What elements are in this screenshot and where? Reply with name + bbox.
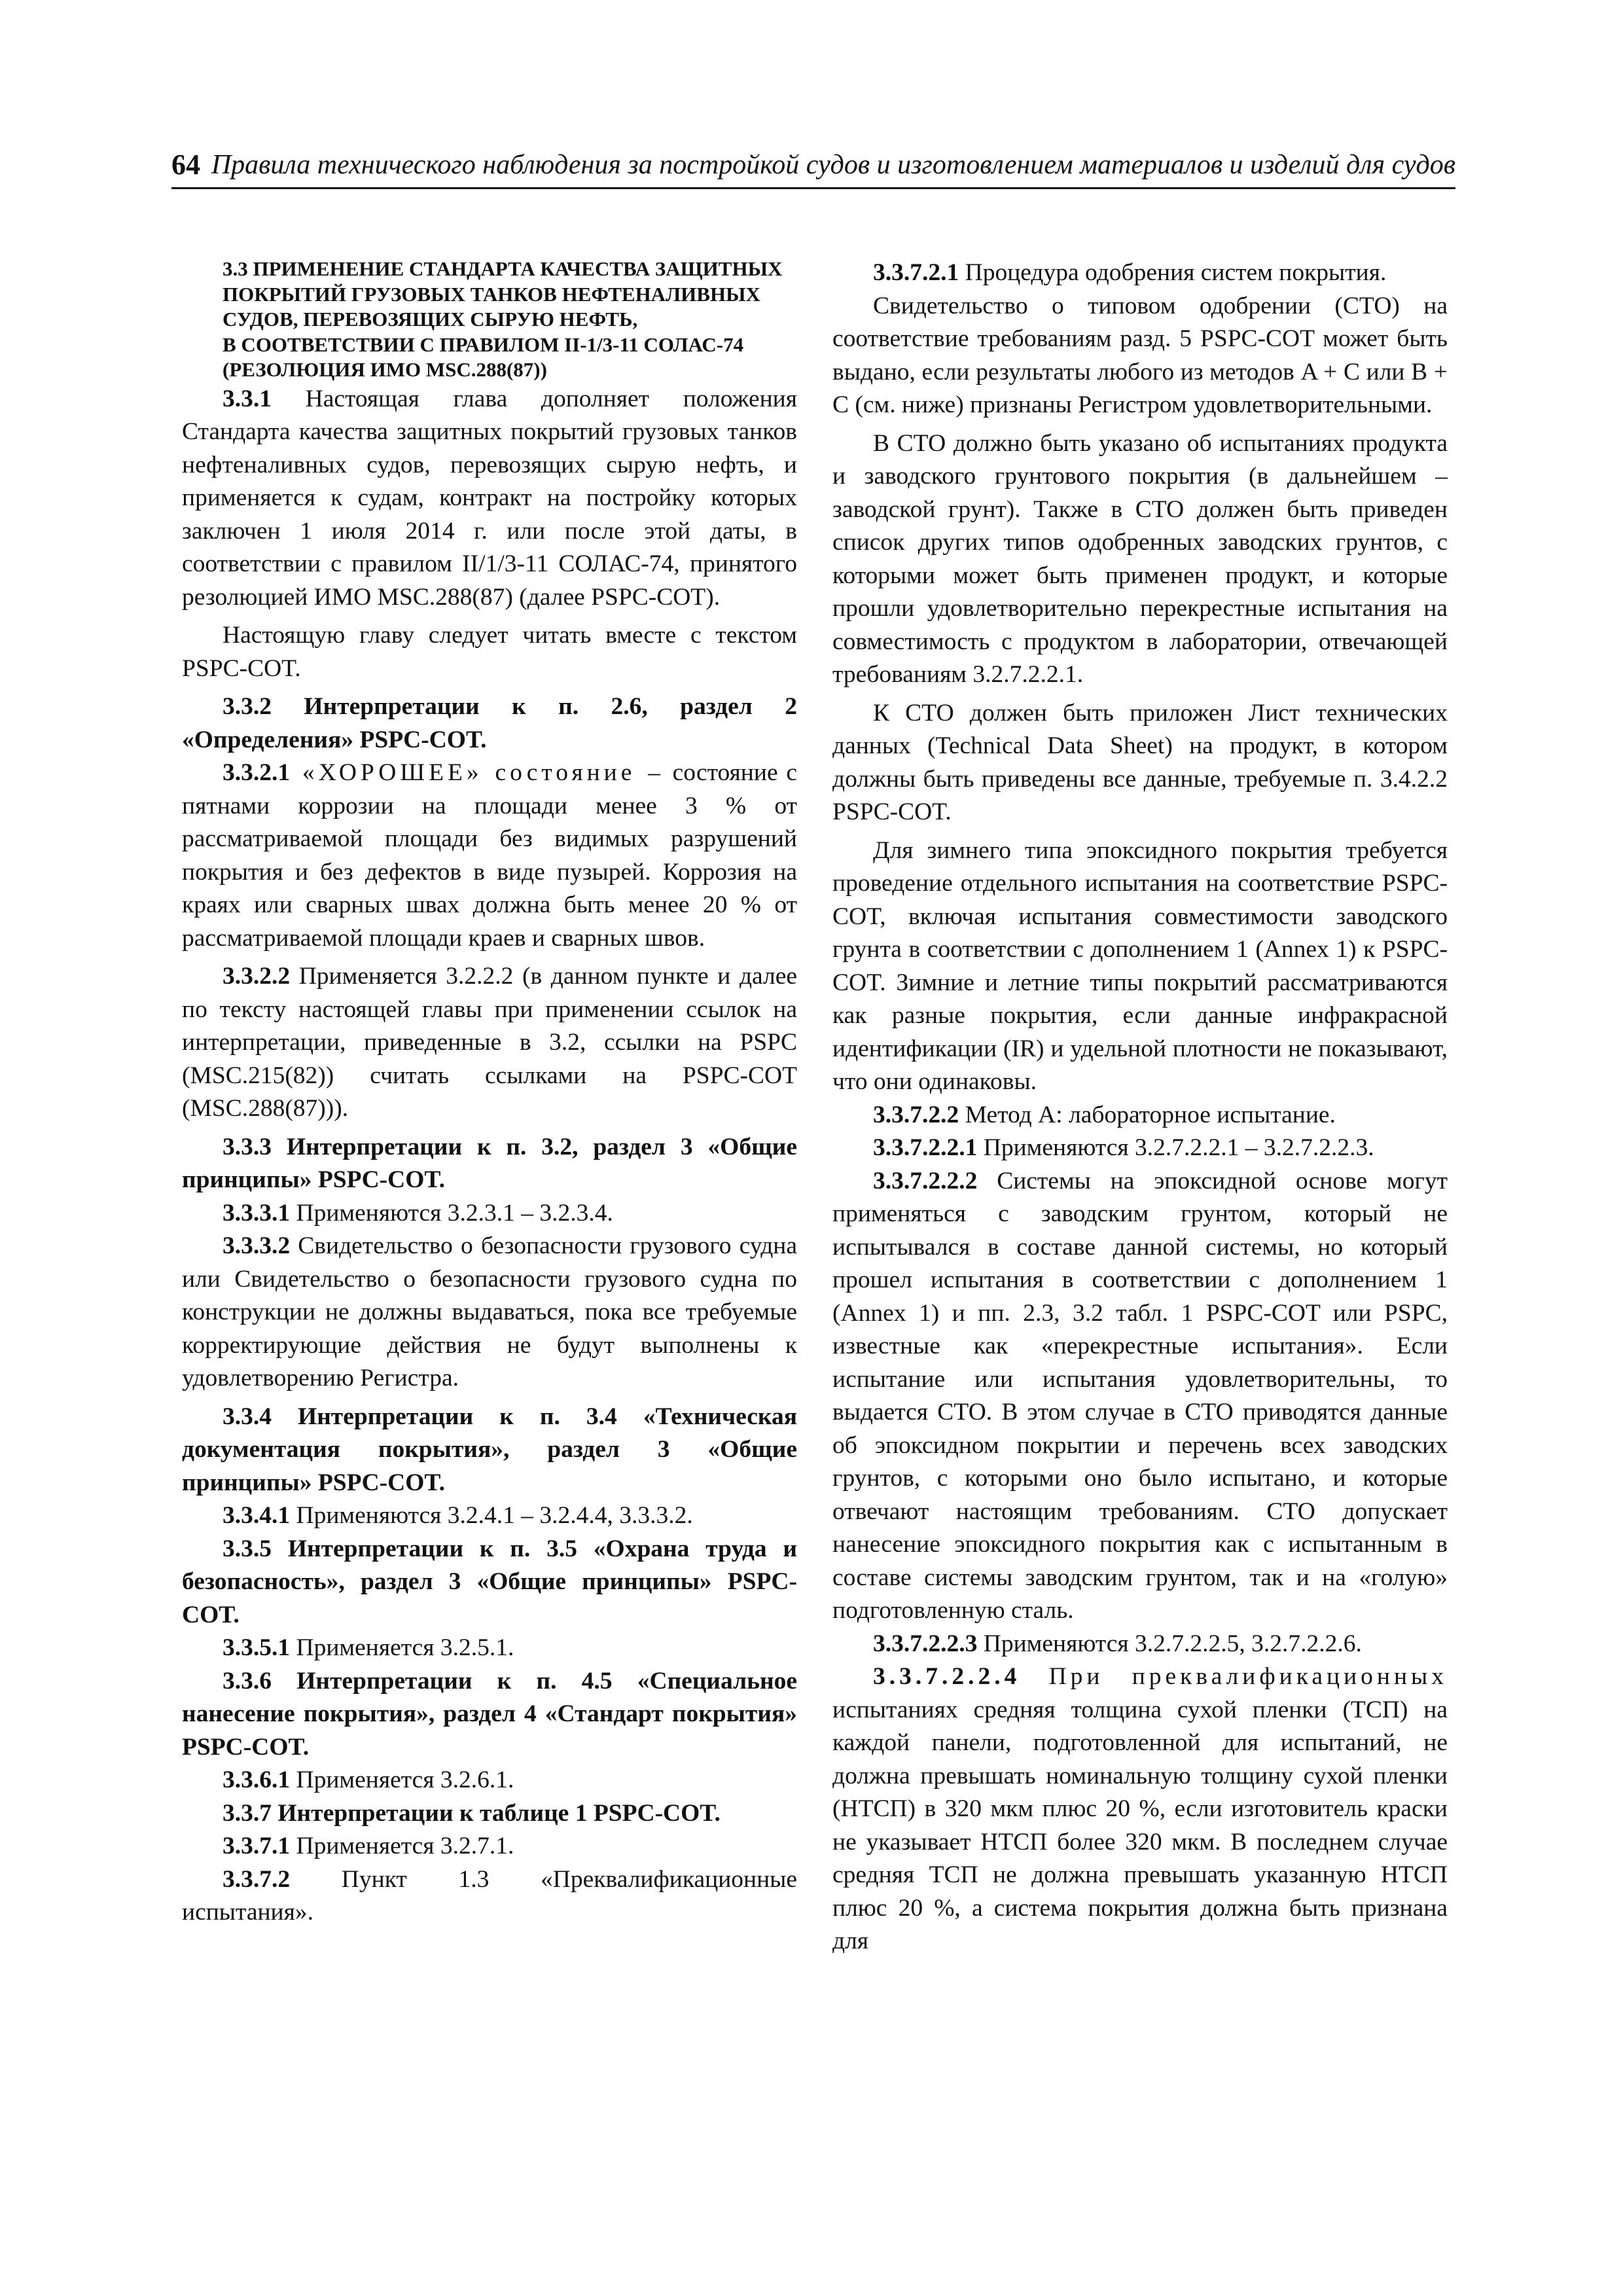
page-header [171,145,1455,189]
clause-number: 3.3.7.2.2.1 [873,1134,978,1161]
section-title-line: ПОКРЫТИЙ ГРУЗОВЫХ ТАНКОВ НЕФТЕНАЛИВНЫХ [223,282,760,306]
paragraph-text: Свидетельство о безопасности грузового судна или Свидетельство о безопасности грузового судна по конструкции не должны выдаваться, пока все требуемые корректирующие действия не будут выполнены к удовлетворению Регистра. [182,1232,797,1391]
clause-number: 3.3.7.2 [223,1865,291,1893]
paragraph-3-3-5-1 [182,1632,797,1665]
paragraph-data-sheet: К СТО должен быть приложен Лист технических данных (Technical Data Sheet) на продукт, в котором должны быть приведены все данные, требуемые п. 3.4.2.2 PSPC-COT. [832,699,1448,825]
section-title-line: (РЕЗОЛЮЦИЯ ИМО MSC.288(87)) [223,358,547,381]
paragraph-type-approval: Свидетельство о типовом одобрении (СТО) на соответствие требованиям разд. 5 PSPC-COT может быть выдано, если результаты любого из методов A + C или B + C (см. ниже) признаны Регистром удовлетворительными. [832,292,1448,418]
clause-number: 3.3.2.2 [223,963,291,990]
section-title-line: В СООТВЕТСТВИИ С ПРАВИЛОМ II-1/3-11 СОЛАС-74 [223,332,744,356]
paragraph-3-3-7-2-2-3 [832,1628,1448,1661]
paragraph-text: Применяется 3.2.6.1. [290,1767,514,1793]
paragraph-text: Применяется 3.2.5.1. [290,1634,514,1661]
paragraph-3-3-7-2-2-2 [832,1165,1448,1628]
clause-number: 3.3.3.1 [223,1199,291,1227]
paragraph-text: Пункт 1.3 «Преквалификационные испытания». [182,1865,797,1926]
paragraph-lead: При преквалификационных [1020,1663,1448,1690]
paragraph-3-3-7-2 [182,1863,797,1929]
running-title: Правила технического наблюдения за постройкой судов и изготовлением материалов и изделий для судов [211,150,1455,180]
paragraph-3-3-7-2-1 [832,257,1448,290]
paragraph-3-3-7-2-2-1 [832,1132,1448,1165]
page-number: 64 [171,149,200,181]
paragraph-3-3-2-1 [182,757,797,955]
section-title [182,257,797,383]
paragraph-3-3-7-1 [182,1830,797,1863]
paragraph-text: Применяется 3.2.7.1. [290,1833,514,1859]
heading-3-3-4: 3.3.4 Интерпретации к п. 3.4 «Техническая документация покрытия», раздел 3 «Общие принципы» PSPC-COT. [182,1403,797,1496]
paragraph-3-3-6-1 [182,1764,797,1797]
paragraph-text: Применяется 3.2.2.2 (в данном пункте и далее по тексту настоящей главы при применении ссылок на интерпретации, приведенные в 3.2, ссылки на PSPC (MSC.215(82)) считать ссылками на PSPC-COT (MSC.288(87))). [182,963,797,1122]
paragraph-lead: «ХОРОШЕЕ» состояние – [290,759,664,786]
clause-number: 3.3.3.2 [223,1232,291,1259]
right-column [832,257,1448,1958]
heading-3-3-3: 3.3.3 Интерпретации к п. 3.2, раздел 3 «Общие принципы» PSPC-COT. [182,1133,797,1193]
paragraph-3-3-2-2 [182,960,797,1126]
left-column [182,257,797,1929]
clause-number: 3.3.1 [223,385,272,412]
heading-3-3-2: 3.3.2 Интерпретации к п. 2.6, раздел 2 «Определения» PSPC-COT. [182,693,797,753]
paragraph-3-3-7-2-2-4 [832,1660,1448,1958]
paragraph-text: испытаниях средняя толщина сухой пленки (ТСП) на каждой панели, подготовленной для испытаний, не должна превышать номинальную толщину сухой пленки (НТСП) в 320 мкм плюс 20 %, если изготовитель краски не указывает НТСП более 320 мкм. В последнем случае средняя ТСП не должна превышать указанную НТСП плюс 20 %, а система покрытия должна быть признана для [832,1696,1448,1954]
clause-number: 3.3.6.1 [223,1767,291,1793]
paragraph-3-3-1 [182,383,797,615]
clause-number: 3.3.4.1 [223,1502,291,1529]
paragraph-text: Применяются 3.2.3.1 – 3.2.3.4. [290,1199,613,1227]
clause-number: 3.3.7.1 [223,1833,291,1859]
paragraph-3-3-4-1 [182,1499,797,1533]
paragraph-text: Системы на эпоксидной основе могут применяться с заводским грунтом, который не испытывался в составе данной системы, но который прошел испытания в соответствии с дополнением 1 (Annex 1) и пп. 2.3, 3.2 табл. 1 PSPC-COT или PSPC, известные как «перекрестные испытания». Если испытание или испытания удовлетворительны, то выдается СТО. В этом случае в СТО приводятся данные об эпоксидном покрытии и перечень всех заводских грунтов, с которыми оно было испытано, и которые отвечают настоящим требованиям. СТО допускает нанесение эпоксидного покрытия как с испытанным в составе системы заводским грунтом, так и на «голую» подготовленную сталь. [832,1167,1448,1624]
paragraph-winter-type: Для зимнего типа эпоксидного покрытия требуется проведение отдельного испытания на соответствие PSPC-COT, включая испытания совместимости заводского грунта в соответствии с дополнением 1 (Annex 1) к PSPC-COT. Зимние и летние типы покрытий рассматриваются как разные покрытия, если данные инфракрасной идентификации (IR) и удельной плотности не показывают, что они одинаковы. [832,836,1448,1095]
clause-number: 3.3.5.1 [223,1634,291,1661]
paragraph-3-3-7-2-2 [832,1099,1448,1132]
clause-number: 3.3.7.2.1 [873,259,959,286]
clause-number: 3.3.7.2.2.4 [873,1663,1021,1690]
heading-3-3-6: 3.3.6 Интерпретации к п. 4.5 «Специальное нанесение покрытия», раздел 4 «Стандарт покрытия» PSPC-COT. [182,1667,797,1761]
paragraph-text: Настоящая глава дополняет положения Стандарта качества защитных покрытий грузовых танков нефтеналивных судов, перевозящих сырую нефть, и применяется к судам, контракт на постройку которых заключен 1 июля 2014 г. или после этой даты, в соответствии с правилом II/1/3-11 СОЛАС-74, принятого резолюцией ИМО MSC.288(87) (далее PSPC-COT). [182,385,797,611]
paragraph-text: Метод A: лабораторное испытание. [959,1101,1336,1128]
paragraph-3-3-3-2 [182,1230,797,1395]
clause-number: 3.3.7.2.2 [873,1101,959,1128]
heading-3-3-5: 3.3.5 Интерпретации к п. 3.5 «Охрана труда и безопасность», раздел 3 «Общие принципы» PSPC-COT. [182,1535,797,1628]
paragraph-text: Применяются 3.2.4.1 – 3.2.4.4, 3.3.3.2. [290,1502,693,1529]
paragraph-text: Применяются 3.2.7.2.2.1 – 3.2.7.2.2.3. [977,1134,1374,1161]
clause-number: 3.3.2.1 [223,759,291,786]
paragraph-primer: В СТО должно быть указано об испытаниях продукта и заводского грунтового покрытия (в дальнейшем – заводской грунт). Также в СТО должен быть приведен список других типов одобренных заводских грунтов, с которыми может быть применен продукт, и которые прошли удовлетворительно перекрестные испытания на совместимость с продуктом в лаборатории, отвечающей требованиям 3.2.7.2.2.1. [832,429,1448,688]
paragraph-text: состояние с пятнами коррозии на площади менее 3 % от рассматриваемой площади без видимых разрушений покрытия и без дефектов в виде пузырей. Коррозия на краях или сварных швах должна быть менее 20 % от рассматриваемой площади краев и сварных швов. [182,759,797,952]
paragraph-text: Процедура одобрения систем покрытия. [959,259,1387,286]
clause-number: 3.3.7.2.2.3 [873,1630,978,1657]
heading-3-3-7: 3.3.7 Интерпретации к таблице 1 PSPC-COT. [223,1799,721,1827]
section-title-line: 3.3 ПРИМЕНЕНИЕ СТАНДАРТА КАЧЕСТВА ЗАЩИТНЫХ [223,257,783,280]
paragraph-text: Применяются 3.2.7.2.2.5, 3.2.7.2.2.6. [977,1630,1362,1657]
section-title-line: СУДОВ, ПЕРЕВОЗЯЩИХ СЫРУЮ НЕФТЬ, [223,308,638,331]
paragraph-3-3-3-1 [182,1197,797,1230]
clause-number: 3.3.7.2.2.2 [873,1167,978,1194]
paragraph-read-with: Настоящую главу следует читать вместе с текстом PSPC-COT. [182,622,797,682]
